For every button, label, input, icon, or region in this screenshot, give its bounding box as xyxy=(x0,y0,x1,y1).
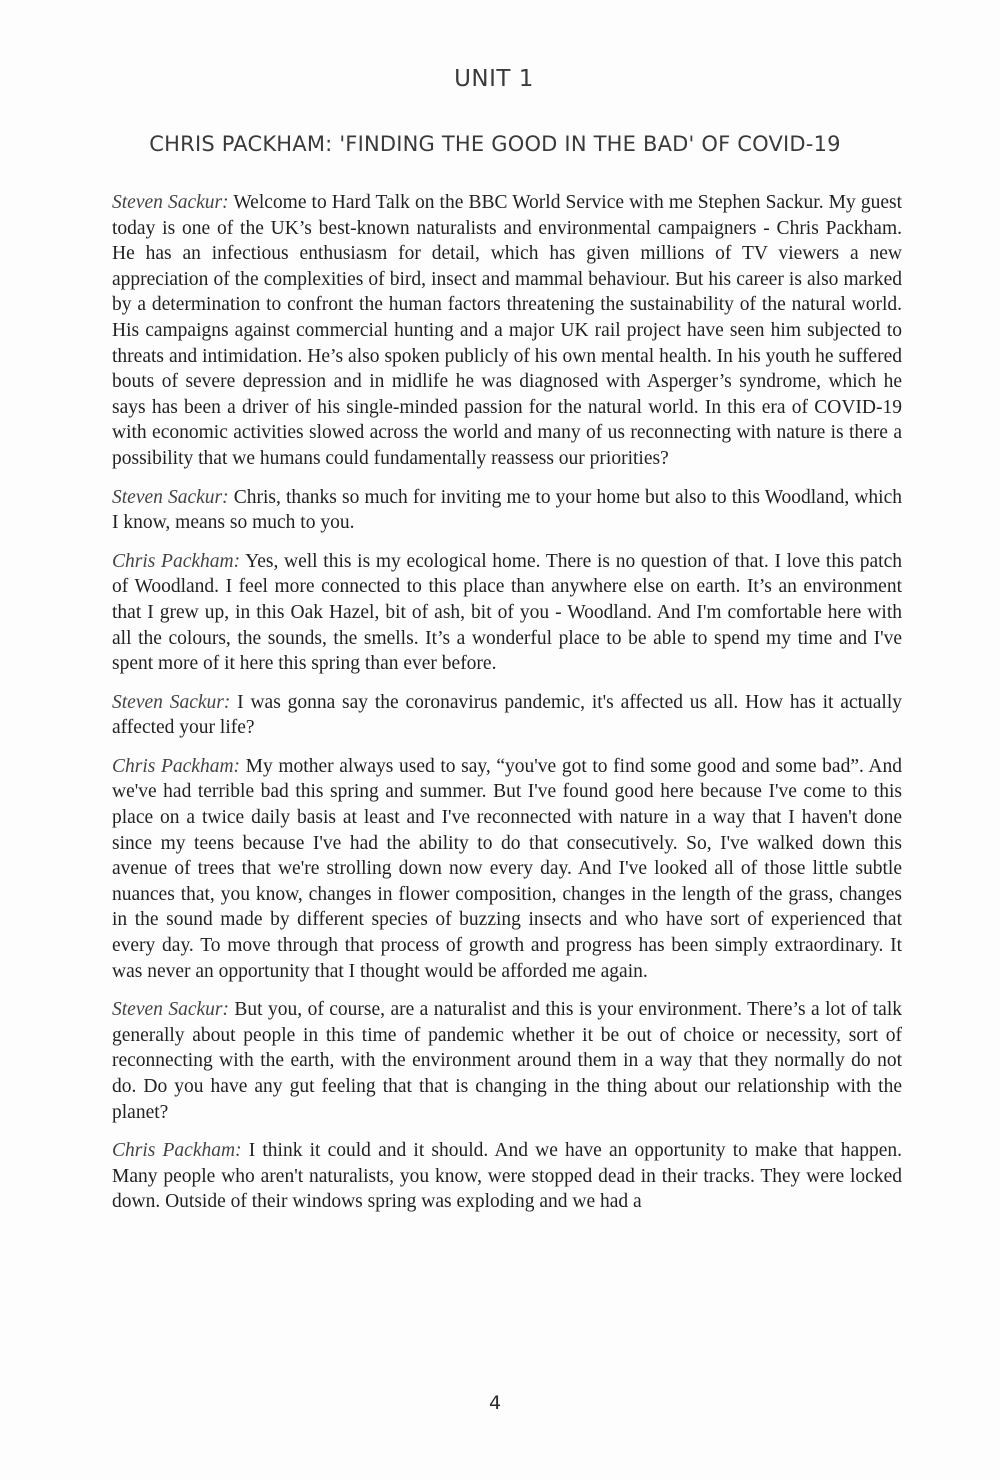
speaker-label: Steven Sackur: xyxy=(112,192,229,213)
article-title: CHRIS PACKHAM: 'FINDING THE GOOD IN THE BAD' OF COVID-19 xyxy=(149,132,841,156)
paragraph-text: Yes, well this is my ecological home. There is no question of that. I love this patch of Woodland. I feel more connected to this place than anywhere else on earth. It’s an environment that I grew up, in this Oak Hazel, bit of ash, bit of you - Woodland. And I'm comfortable here with all the colours, the sounds, the smells. It’s a wonderful place to be able to spend my time and I've spent more of it here this spring than ever before. xyxy=(112,550,903,675)
paragraph xyxy=(112,690,902,741)
speaker-label: Chris Packham: xyxy=(112,755,241,777)
paragraph xyxy=(112,997,902,1125)
paragraph-text: I was gonna say the coronavirus pandemic, it's affected us all. How has it actually affected your life? xyxy=(112,691,903,739)
speaker-label: Steven Sackur: xyxy=(112,486,229,508)
paragraph xyxy=(112,190,902,472)
transcript-body xyxy=(112,190,902,1228)
paragraph xyxy=(112,485,902,536)
paragraph-text: Chris, thanks so much for inviting me to your home but also to this Woodland, which I know, means so much to you. xyxy=(112,486,903,534)
speaker-label: Steven Sackur: xyxy=(112,691,231,713)
page-number: 4 xyxy=(488,1392,502,1414)
speaker-label: Chris Packham: xyxy=(112,1140,242,1162)
paragraph-text: Welcome to Hard Talk on the BBC World Service with me Stephen Sackur. My guest today is one of the UK’s best-known naturalists and environmental campaigners - Chris Packham. He has an infectious enthusiasm for detail, which has given millions of TV viewers a new appreciation of the complexities of bird, insect and mammal behaviour. But his career is also marked by a determination to confront the human factors threatening the sustainability of the natural world. His campaigns against commercial hunting and a major UK rail project have seen him subjected to threats and intimidation. He’s also spoken publicly of his own mental health. In his youth he suffered bouts of severe depression and in midlife he was diagnosed with Asperger’s syndrome, which he says has been a driver of his single-minded passion for the natural world. In this era of COVID-19 with economic activities slowed across the world and many of us reconnecting with nature is there a possibility that we humans could fundamentally reassess our priorities? xyxy=(112,192,902,469)
paragraph xyxy=(112,1138,902,1215)
paragraph xyxy=(112,549,902,677)
unit-heading: UNIT 1 xyxy=(454,66,534,92)
speaker-label: Steven Sackur: xyxy=(112,999,229,1021)
speaker-label: Chris Packham: xyxy=(112,550,241,572)
paragraph xyxy=(112,754,902,984)
paragraph-text: But you, of course, are a naturalist and this is your environment. There’s a lot of talk generally about people in this time of pandemic whether it be out of choice or necessity, sort of reconnecting with the earth, with the environment around them in a way that they normally do not do. Do you have any gut feeling that that is changing in the thing about our relationship with the planet? xyxy=(112,999,903,1123)
paragraph-text: My mother always used to say, “you've got to find some good and some bad”. And we've had terrible bad this spring and summer. But I've found good here because I've come to this place on a twice daily basis at least and I've reconnected with nature in a way that I haven't done since my teens because I've had the ability to do that consecutively. So, I've walked down this avenue of trees that we're strolling down now every day. And I've looked all of those little subtle nuances that, you know, changes in flower composition, changes in the length of the grass, changes in the sound made by different species of buzzing insects and who have sort of experienced that every day. To move through that process of growth and progress has been simply extraordinary. It was never an opportunity that I thought would be afforded me again. xyxy=(112,755,902,982)
paragraph-text: I think it could and it should. And we have an opportunity to make that happen. Many people who aren't naturalists, you know, were stopped dead in their tracks. They were locked down. Outside of their windows spring was exploding and we had a xyxy=(112,1140,902,1213)
